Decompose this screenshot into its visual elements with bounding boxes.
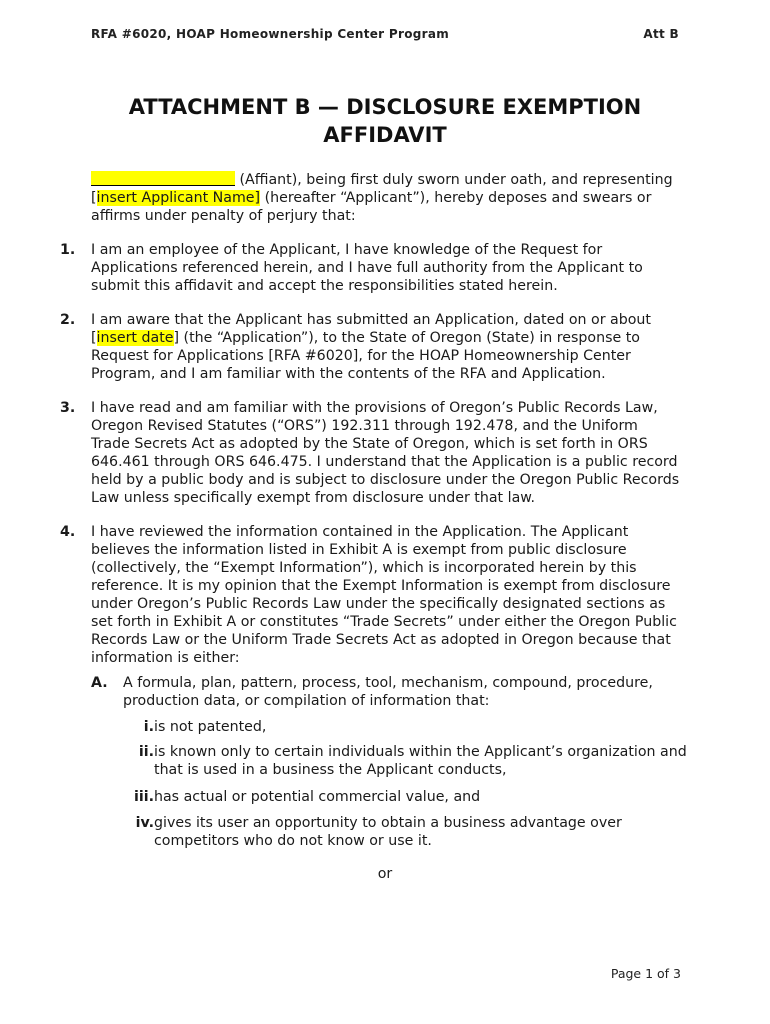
date-placeholder[interactable]: insert date [96, 330, 174, 346]
item-number: 2. [60, 312, 76, 328]
intro-text-1: (Affiant), being first duly sworn under oath, and representing [ [91, 172, 673, 206]
header-attachment-label: Att B [643, 27, 679, 41]
roman-text: gives its user an opportunity to obtain a business advantage over competitors who do not know or use it. [154, 815, 622, 849]
item-text: I have reviewed the information contained in the Application. The Applicant believes the information listed in Exhibit A is exempt from public disclosure (collectively, the “Exempt Information”), which is incorporated herein by this reference. It is my opinion that the Exempt Information is exempt from disclosure under Oregon’s Public Records Law under the specifically designated sections as set forth in Exhibit A or constitutes “Trade Secrets” under either the Oregon Public Records Law or the Uniform Trade Secrets Act as adopted in Oregon because that information is either: [91, 524, 677, 666]
sub-item-text: A formula, plan, pattern, process, tool, mechanism, compound, procedure, production data, or compilation of information that: [123, 675, 653, 709]
item-text-b: ] (the “Application”), to the State of Oregon (State) in response to Request for Applications [RFA #6020], for the HOAP Homeownership Center Program, and I am familiar with the contents of the RFA and Application. [91, 330, 640, 382]
item-text-a: I am aware that the Applicant has submitted an Application, dated on or about [ [91, 312, 651, 346]
list-item-1 [60, 241, 680, 295]
roman-mark: i. [143, 719, 154, 735]
roman-item-ii [112, 743, 692, 779]
roman-item-iii [112, 788, 692, 806]
roman-item-i [112, 718, 692, 736]
title-line-1: ATTACHMENT B — DISCLOSURE EXEMPTION [128, 95, 642, 119]
roman-text: is not patented, [154, 719, 267, 735]
page-header [91, 27, 679, 41]
sub-item-mark: A. [91, 675, 108, 691]
sub-item-a [91, 674, 691, 710]
list-item-2 [60, 311, 680, 383]
document-title [60, 93, 710, 149]
roman-text: is known only to certain individuals within the Applicant’s organization and that is used in a business the Applicant conducts, [154, 744, 687, 778]
roman-mark: iii. [134, 789, 154, 805]
roman-mark: ii. [138, 744, 154, 760]
roman-item-iv [112, 814, 692, 850]
title-line-2: AFFIDAVIT [323, 123, 447, 147]
page-number: Page 1 of 3 [610, 966, 681, 981]
intro-text-2: (hereafter “Applicant”), hereby deposes and swears or affirms under penalty of perjury that: [91, 190, 652, 224]
list-item-4 [60, 523, 680, 667]
item-text: I am an employee of the Applicant, I have knowledge of the Request for Applications referenced herein, and I have full authority from the Applicant to submit this affidavit and accept the responsibilities stated herein. [91, 242, 643, 294]
item-number: 3. [60, 400, 76, 416]
header-program-title: RFA #6020, HOAP Homeownership Center Program [91, 27, 450, 41]
affiant-name-blank[interactable] [91, 171, 235, 186]
roman-text: has actual or potential commercial value, and [154, 789, 481, 805]
applicant-name-placeholder[interactable]: insert Applicant Name] [96, 190, 261, 206]
item-number: 4. [60, 524, 76, 540]
roman-mark: iv. [135, 815, 154, 831]
or-separator: or [377, 866, 393, 882]
item-text [91, 311, 680, 383]
intro-paragraph [91, 171, 681, 225]
item-text: I have read and am familiar with the provisions of Oregon’s Public Records Law, Oregon Revised Statutes (“ORS”) 192.311 through 192.478, and the Uniform Trade Secrets Act as adopted by the State of Oregon, which is set forth in ORS 646.461 through ORS 646.475. I understand that the Application is a public record held by a public body and is subject to disclosure under the Oregon Public Records Law unless specifically exempt from disclosure under that law. [91, 400, 680, 506]
item-number: 1. [60, 242, 76, 258]
list-item-3 [60, 399, 680, 507]
